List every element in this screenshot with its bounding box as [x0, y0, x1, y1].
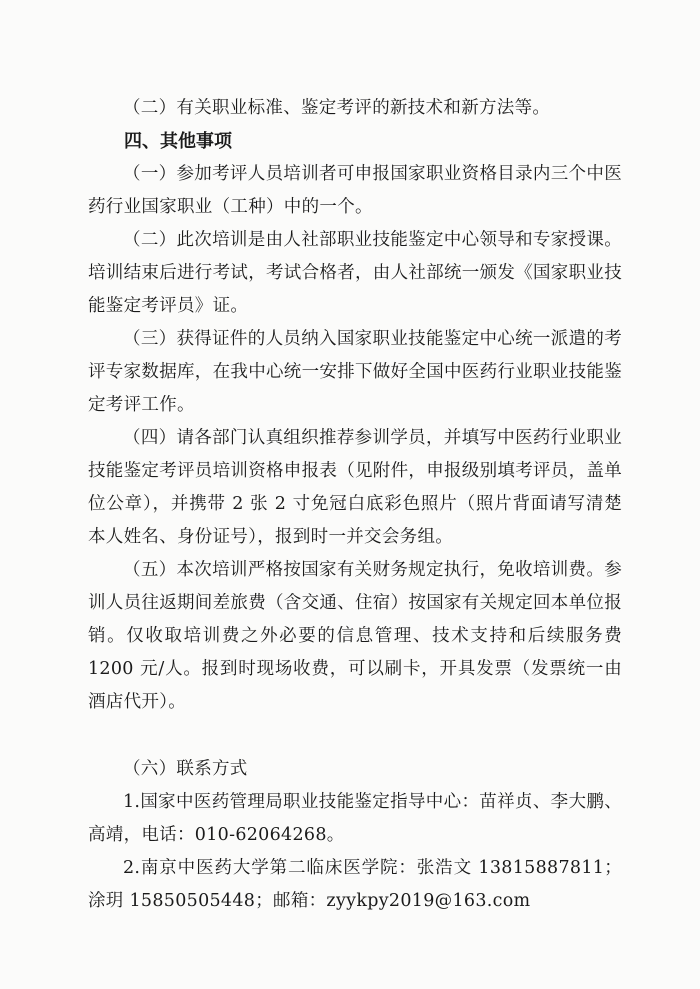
paragraph-item-2-standards: （二）有关职业标准、鉴定考评的新技术和新方法等。 [123, 98, 551, 118]
paragraph-item-5: （五）本次培训严格按国家有关财务规定执行，免收培训费。参训人员往返期间差旅费（含交通、住宿）按国家有关规定回本单位报销。仅收取培训费之外必要的信息管理、技术支持和后续服务费 1200 元/人。报到时现场收费，可以刷卡，开具发票（发票统一由酒店代开）。 [88, 560, 622, 712]
paragraph-item-2: （二）此次培训是由人社部职业技能鉴定中心领导和专家授课。培训结束后进行考试，考试合格者，由人社部统一颁发《国家职业技能鉴定考评员》证。 [88, 230, 622, 316]
paragraph-item-3: （三）获得证件的人员纳入国家职业技能鉴定中心统一派遣的考评专家数据库，在我中心统一安排下做好全国中医药行业职业技能鉴定考评工作。 [88, 329, 622, 415]
contact-item-1: 1.国家中医药管理局职业技能鉴定指导中心：苗祥贞、李大鹏、高靖，电话：010-62064268。 [88, 792, 622, 845]
paragraph-item-4: （四）请各部门认真组织推荐参训学员，并填写中医药行业职业技能鉴定考评员培训资格申报表（见附件，申报级别填考评员，盖单位公章），并携带 2 张 2 寸免冠白底彩色照片（照片背面请写清楚本人姓名、身份证号），报到时一并交会务组。 [88, 428, 622, 547]
contact-heading: （六）联系方式 [123, 759, 248, 779]
paragraph-item-1: （一）参加考评人员培训者可申报国家职业资格目录内三个中医药行业国家职业（工种）中的一个。 [88, 164, 622, 217]
contact-item-2: 2.南京中医药大学第二临床医学院：张浩文 13815887811；涂玥 15850505448；邮箱：zyykpy2019@163.com [88, 858, 622, 911]
section-heading-other-matters: 四、其他事项 [124, 131, 232, 152]
spacer [88, 719, 622, 753]
